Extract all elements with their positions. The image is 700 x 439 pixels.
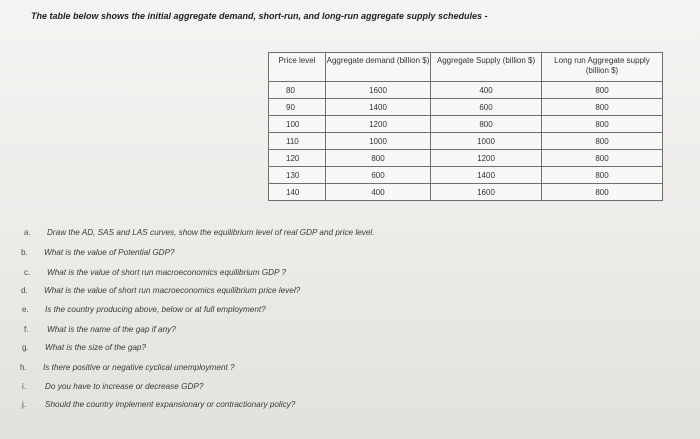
supply-schedule-table xyxy=(268,52,663,201)
cell-lras: 800 xyxy=(542,82,663,99)
header-aggregate-demand: Aggregate demand (billion $) xyxy=(326,53,431,82)
question-c xyxy=(24,268,287,277)
question-letter: g. xyxy=(22,343,29,352)
table-row xyxy=(269,133,663,150)
cell-lras: 800 xyxy=(542,184,663,201)
question-letter: j. xyxy=(22,400,27,409)
table-row xyxy=(269,150,663,167)
cell-ad: 600 xyxy=(326,167,431,184)
cell-as: 1400 xyxy=(431,167,542,184)
question-text: Do you have to increase or decrease GDP? xyxy=(45,382,204,391)
cell-as: 600 xyxy=(431,99,542,116)
cell-price: 110 xyxy=(269,133,326,150)
cell-ad: 1000 xyxy=(326,133,431,150)
table-header-row xyxy=(269,53,663,82)
question-letter: b. xyxy=(21,248,28,257)
header-price-level: Price level xyxy=(269,53,326,82)
cell-price: 100 xyxy=(269,116,326,133)
question-g xyxy=(22,343,147,352)
header-aggregate-supply: Aggregate Supply (billion $) xyxy=(431,53,542,82)
cell-as: 1600 xyxy=(431,184,542,201)
question-f xyxy=(24,325,176,334)
cell-as: 800 xyxy=(431,116,542,133)
cell-price: 80 xyxy=(269,82,326,99)
question-text: Should the country implement expansionary or contractionary policy? xyxy=(45,400,296,409)
question-text: What is the size of the gap? xyxy=(45,343,147,352)
cell-ad: 800 xyxy=(326,150,431,167)
question-text: What is the value of short run macroeconomics equilibrium GDP ? xyxy=(47,268,287,277)
cell-ad: 1400 xyxy=(326,99,431,116)
question-letter: a. xyxy=(24,228,31,237)
question-letter: c. xyxy=(24,268,31,277)
cell-ad: 1600 xyxy=(326,82,431,99)
cell-as: 1200 xyxy=(431,150,542,167)
table-row xyxy=(269,99,663,116)
question-letter: f. xyxy=(24,325,29,334)
cell-lras: 800 xyxy=(542,133,663,150)
question-h xyxy=(20,363,235,372)
cell-lras: 800 xyxy=(542,99,663,116)
cell-price: 90 xyxy=(269,99,326,116)
cell-as: 1000 xyxy=(431,133,542,150)
question-b xyxy=(21,248,175,257)
cell-lras: 800 xyxy=(542,167,663,184)
question-letter: e. xyxy=(22,305,29,314)
cell-ad: 400 xyxy=(326,184,431,201)
question-letter: i. xyxy=(22,382,27,391)
question-d xyxy=(21,286,301,295)
question-text: Draw the AD, SAS and LAS curves, show the equilibrium level of real GDP and price level. xyxy=(47,228,375,237)
question-text: Is there positive or negative cyclical unemployment ? xyxy=(43,363,235,372)
page-title: The table below shows the initial aggregate demand, short-run, and long-run aggregate supply schedules - xyxy=(31,11,488,21)
cell-price: 120 xyxy=(269,150,326,167)
question-text: What is the value of Potential GDP? xyxy=(44,248,175,257)
question-letter: h. xyxy=(20,363,27,372)
cell-ad: 1200 xyxy=(326,116,431,133)
question-text: What is the name of the gap if any? xyxy=(47,325,176,334)
table-row xyxy=(269,116,663,133)
table-row xyxy=(269,167,663,184)
cell-price: 130 xyxy=(269,167,326,184)
question-text: What is the value of short run macroeconomics equilibrium price level? xyxy=(44,286,301,295)
question-text: Is the country producing above, below or at full employment? xyxy=(45,305,266,314)
cell-lras: 800 xyxy=(542,150,663,167)
cell-lras: 800 xyxy=(542,116,663,133)
header-long-run-supply: Long run Aggregate supply (billion $) xyxy=(542,53,663,82)
table-row xyxy=(269,82,663,99)
question-letter: d. xyxy=(21,286,28,295)
table-row xyxy=(269,184,663,201)
question-a xyxy=(24,228,375,237)
cell-as: 400 xyxy=(431,82,542,99)
cell-price: 140 xyxy=(269,184,326,201)
question-j xyxy=(22,400,296,409)
question-e xyxy=(22,305,266,314)
question-i xyxy=(22,382,204,391)
